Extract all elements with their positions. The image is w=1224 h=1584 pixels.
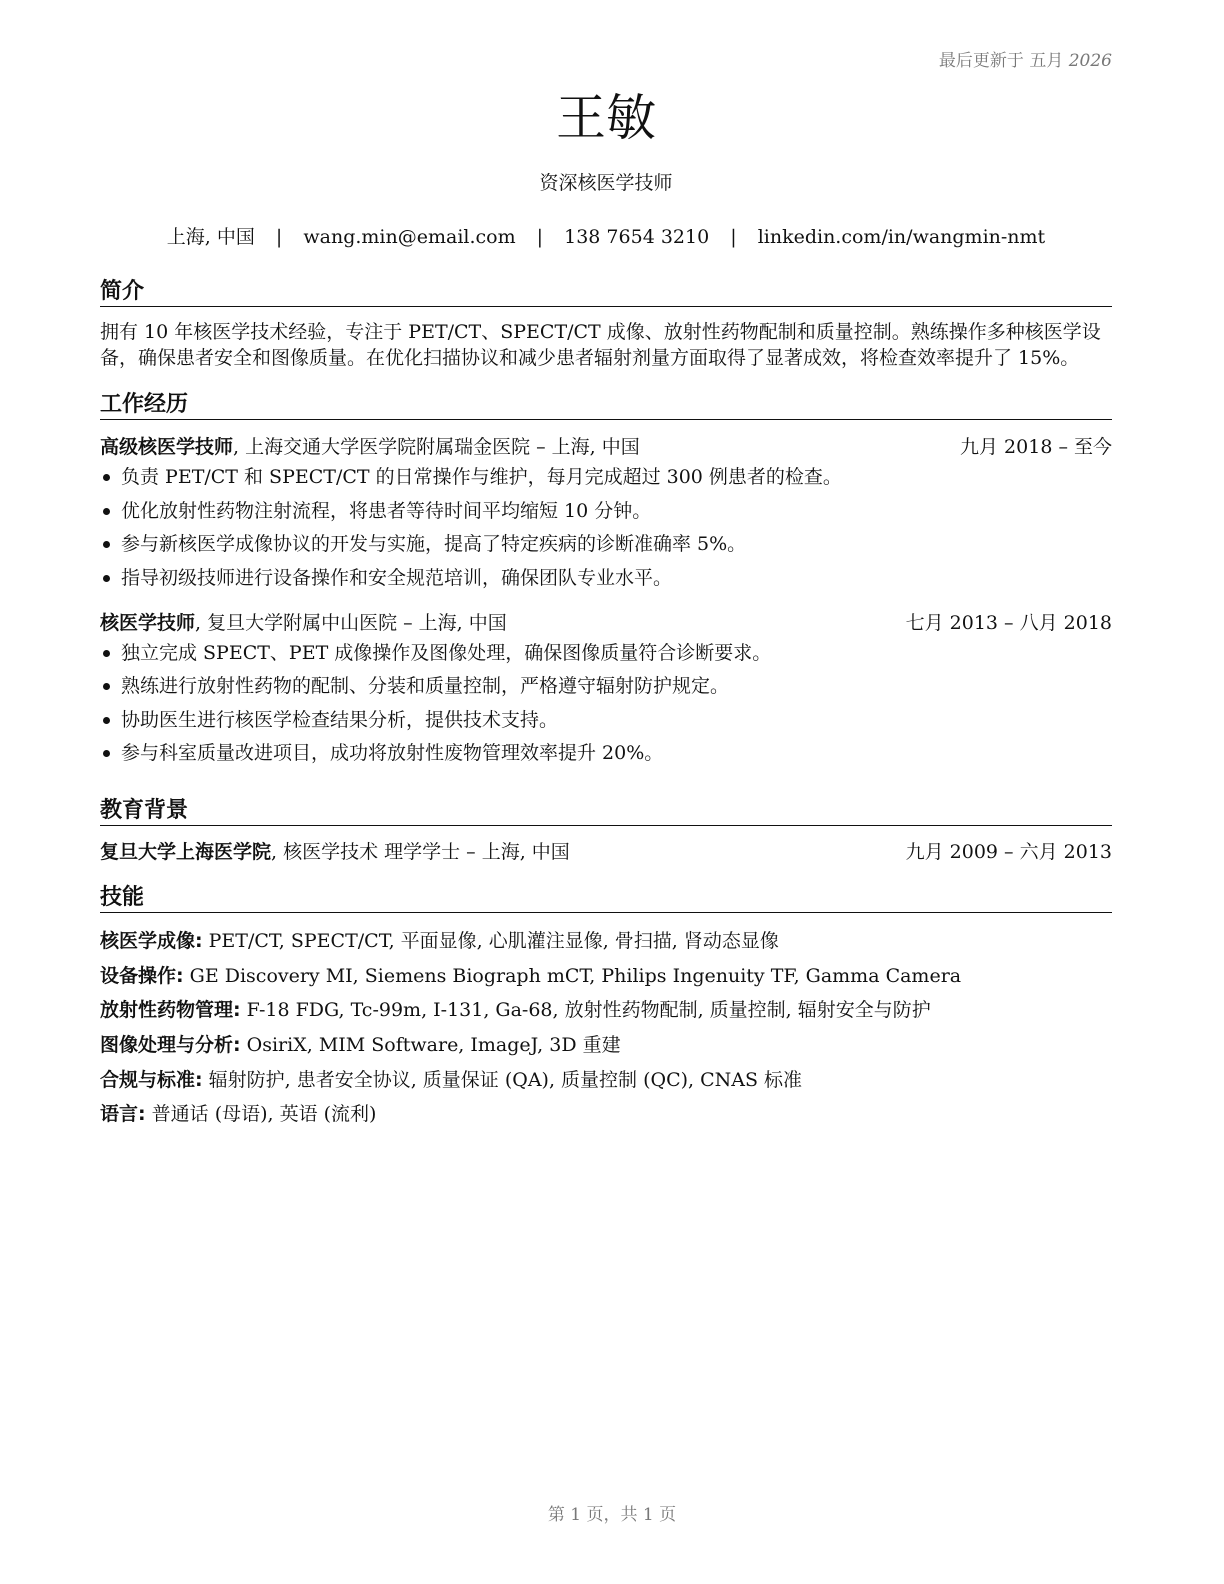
last-updated [939,46,1112,71]
skill-value: PET/CT, SPECT/CT, 平面显像, 心肌灌注显像, 骨扫描, 肾动态显像 [202,930,779,952]
skill-value: 辐射防护, 患者安全协议, 质量保证 (QA), 质量控制 (QC), CNAS 标准 [202,1068,803,1091]
skill-label: 放射性药物管理: [100,999,241,1022]
experience-entry-header [100,610,1112,636]
education-section [100,797,1112,865]
section-title-skills: 技能 [100,884,1112,913]
last-updated-label: 最后更新于 五月 [938,51,1064,71]
section-title-education: 教育背景 [100,797,1112,826]
skill-label: 核医学成像: [100,930,203,952]
skill-value: OsiriX, MIM Software, ImageJ, 3D 重建 [240,1034,621,1057]
skill-label: 语言: [100,1103,146,1126]
education-entry-header [100,839,1112,865]
education-school: 复旦大学上海医学院 [100,841,272,863]
experience-employer: , 上海交通大学医学院附属瑞金医院 – 上海, 中国 [233,436,640,458]
contact-separator: | [275,226,283,248]
experience-section [100,391,1112,774]
resume-page [100,0,1112,1584]
skill-label: 设备操作: [100,964,184,987]
education-entry [100,839,1112,865]
experience-bullets [100,464,1112,591]
experience-bullet: 指导初级技师进行设备操作和安全规范培训，确保团队专业水平。 [100,565,1112,591]
experience-entry [100,610,1112,767]
section-title-summary: 简介 [100,278,1112,307]
experience-position: 核医学技师 [100,611,196,634]
experience-bullet: 协助医生进行核医学检查结果分析，提供技术支持。 [100,707,1112,733]
experience-bullet: 独立完成 SPECT、PET 成像操作及图像处理，确保图像质量符合诊断要求。 [100,640,1112,666]
skill-value: 普通话 (母语), 英语 (流利) [145,1103,377,1126]
skill-line [100,963,1112,989]
experience-bullet: 负责 PET/CT 和 SPECT/CT 的日常操作与维护，每月完成超过 300 例患者的检查。 [100,464,1112,490]
skill-value: F-18 FDG, Tc-99m, I-131, Ga-68, 放射性药物配制, 质量控制, 辐射安全与防护 [240,999,931,1022]
skills-list [100,928,1112,1127]
skill-label: 合规与标准: [100,1068,203,1091]
skill-line [100,1101,1112,1127]
skill-line [100,1067,1112,1093]
page-number-footer: 第 1 页，共 1 页 [547,1505,677,1525]
experience-bullet: 参与科室质量改进项目，成功将放射性废物管理效率提升 20%。 [100,740,1112,766]
experience-entry [100,434,1112,591]
contact-location: 上海, 中国 [166,226,255,248]
section-title-experience: 工作经历 [100,391,1112,420]
candidate-name: 王敏 [556,89,656,147]
education-degree: , 核医学技术 理学学士 – 上海, 中国 [271,841,570,863]
skill-line [100,928,1112,954]
contact-linkedin[interactable]: linkedin.com/in/wangmin-nmt [757,226,1046,248]
contact-phone: 138 7654 3210 [564,226,710,248]
experience-entry-header [100,434,1112,460]
skill-line [100,1032,1112,1058]
experience-bullet: 参与新核医学成像协议的开发与实施，提高了特定疾病的诊断准确率 5%。 [100,531,1112,557]
skill-value: GE Discovery MI, Siemens Biograph mCT, Philips Ingenuity TF, Gamma Camera [183,964,962,987]
skill-line [100,997,1112,1023]
experience-bullet: 优化放射性药物注射流程，将患者等待时间平均缩短 10 分钟。 [100,498,1112,524]
contact-separator: | [536,226,544,248]
contact-line [100,224,1112,250]
experience-employer: , 复旦大学附属中山医院 – 上海, 中国 [195,611,507,634]
education-dates: 九月 2009 – 六月 2013 [905,841,1112,863]
experience-dates: 七月 2013 – 八月 2018 [905,611,1112,634]
candidate-headline: 资深核医学技师 [539,172,673,194]
last-updated-year: 2026 [1068,51,1112,71]
skill-label: 图像处理与分析: [100,1034,241,1057]
experience-bullet: 熟练进行放射性药物的配制、分装和质量控制，严格遵守辐射防护规定。 [100,673,1112,699]
experience-bullets [100,640,1112,767]
contact-separator: | [730,226,737,248]
contact-email[interactable]: wang.min@email.com [303,226,516,248]
experience-position: 高级核医学技师 [100,436,234,458]
experience-dates: 九月 2018 – 至今 [960,436,1112,458]
summary-text: 拥有 10 年核医学技术经验，专注于 PET/CT、SPECT/CT 成像、放射性药物配制和质量控制。熟练操作多种核医学设备，确保患者安全和图像质量。在优化扫描协议和减少患者辐射剂量方面取得了显著成效，将检查效率提升了 15%。 [100,321,1101,369]
summary-section [100,278,1112,371]
skills-section [100,884,1112,1136]
